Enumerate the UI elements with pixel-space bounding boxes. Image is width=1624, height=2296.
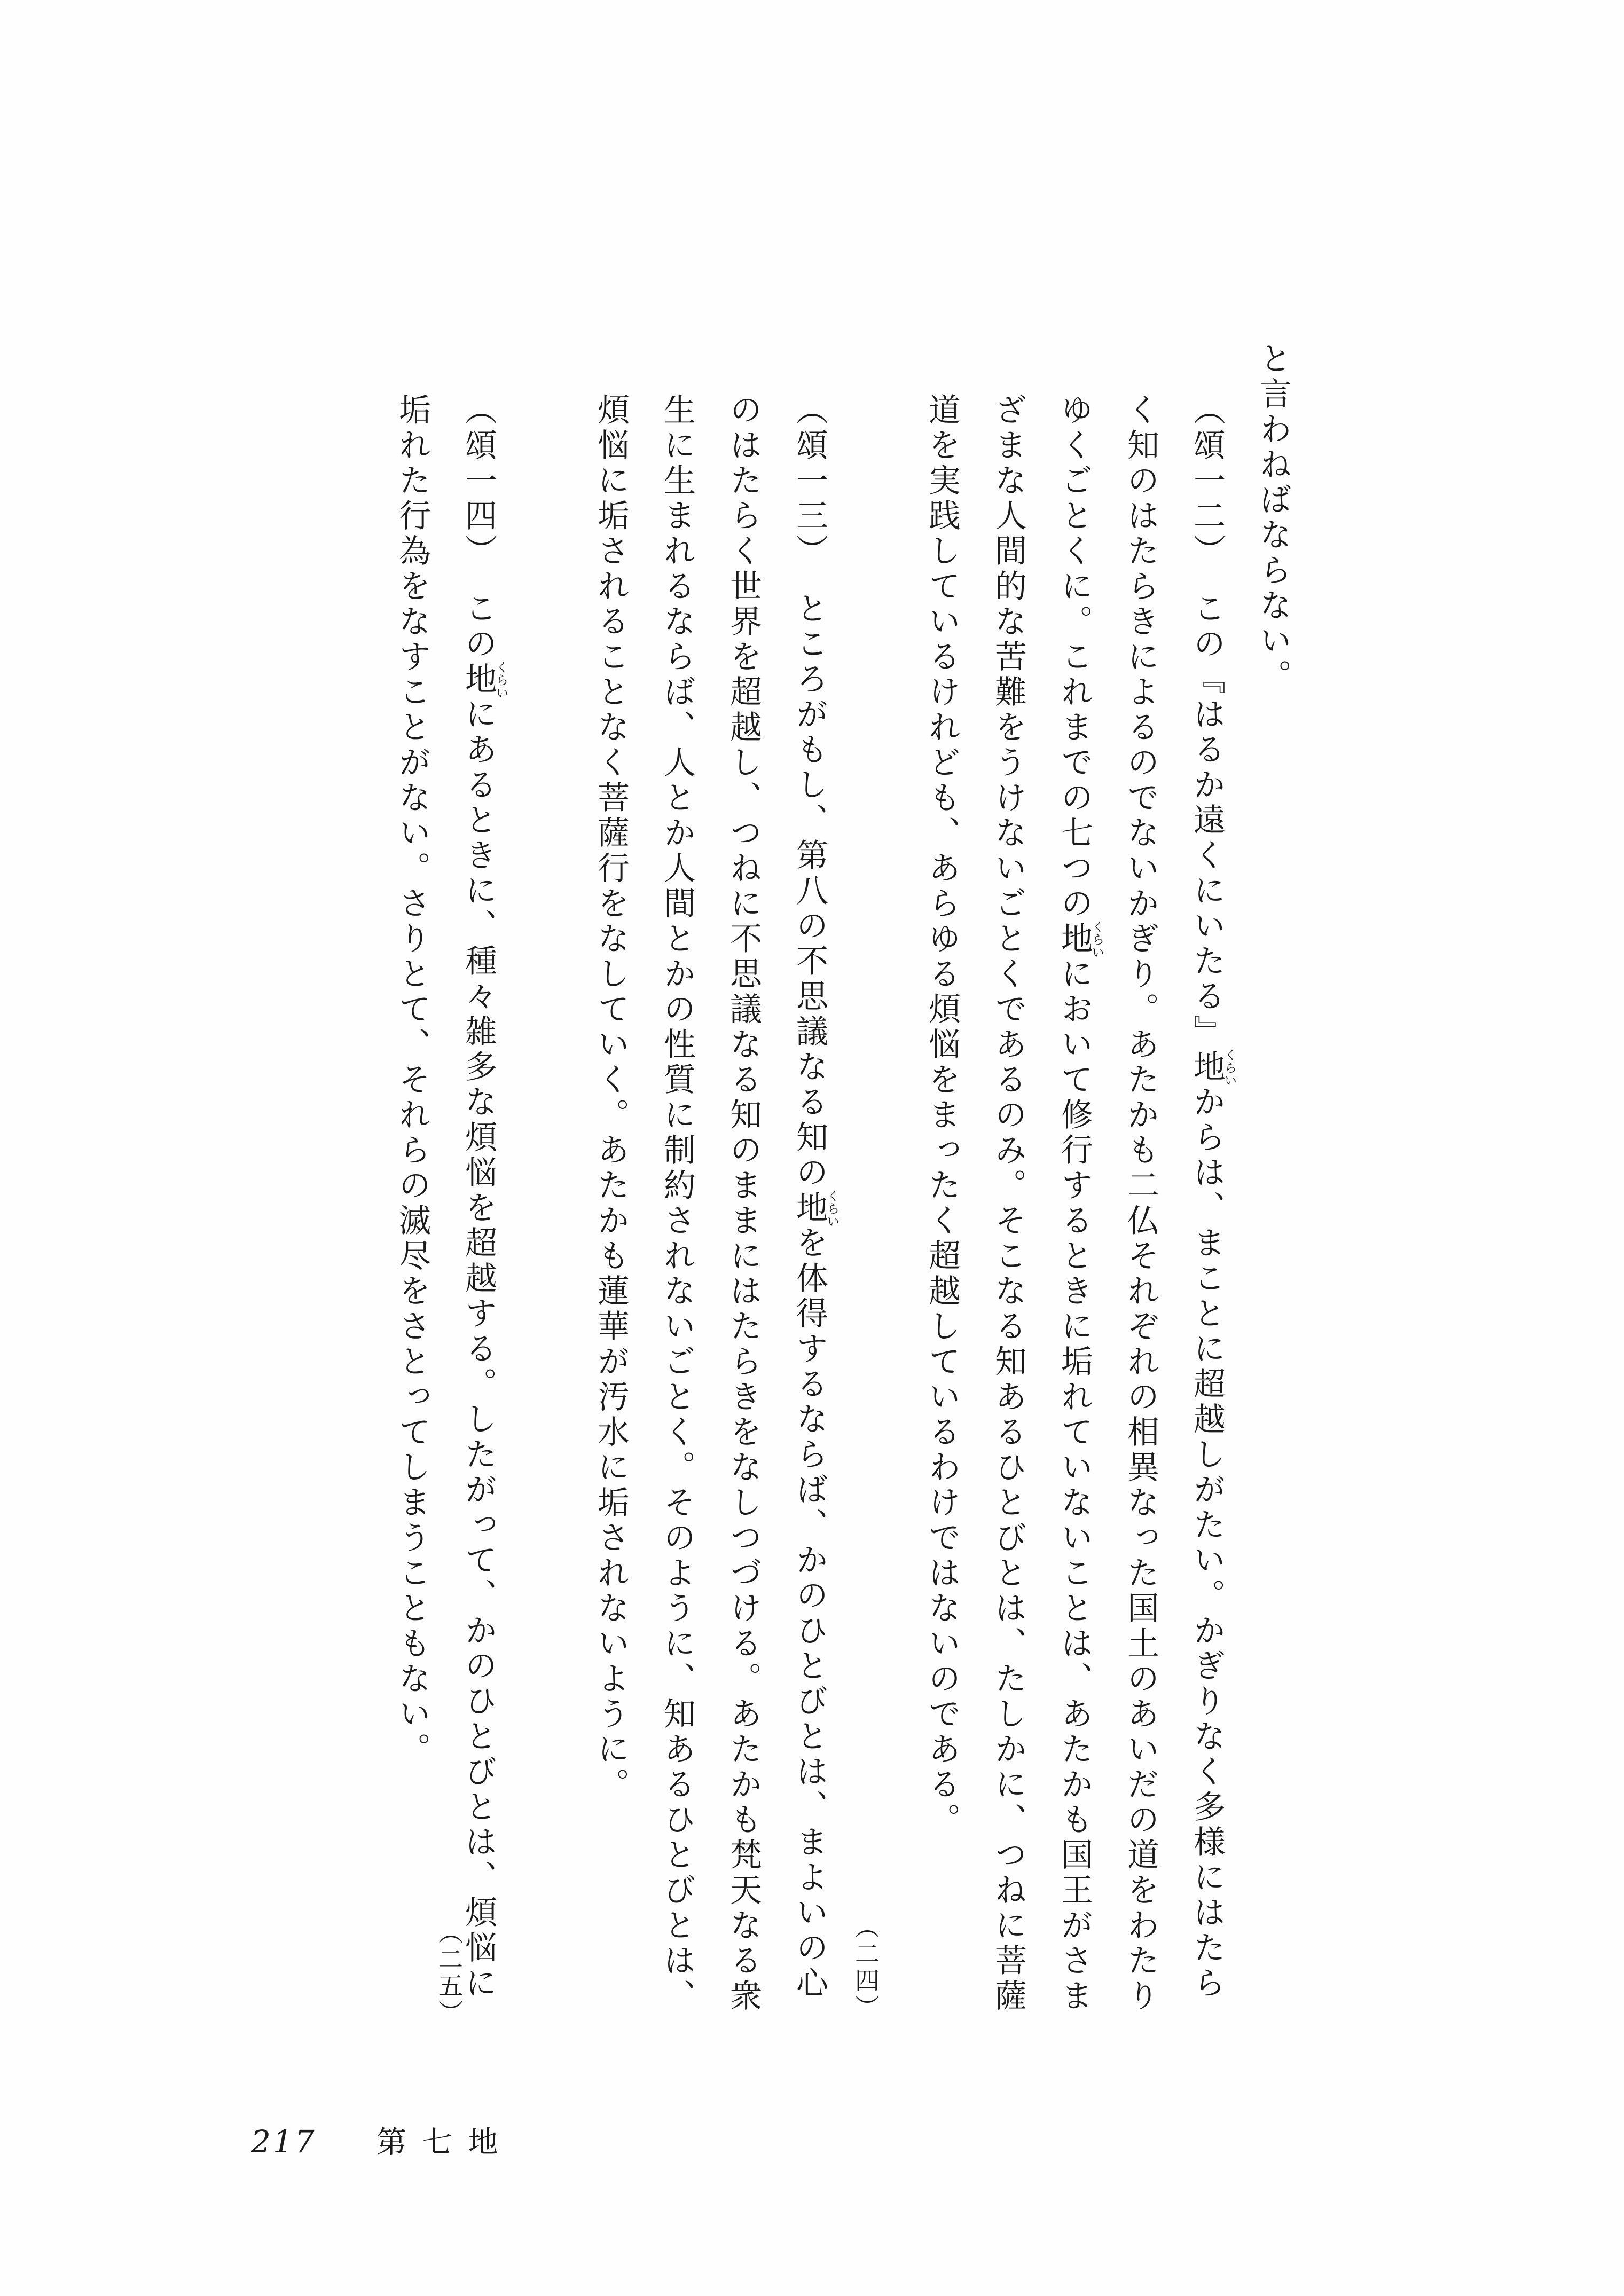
text-block — [174, 342, 1306, 2034]
verse-number-24: （二四） — [851, 1914, 880, 2021]
furigana-word: 地くらい — [1188, 1048, 1237, 1087]
verse-number-25: （二五） — [435, 1920, 464, 2026]
verse-label: （頌一三） — [791, 393, 828, 569]
verse-paragraph: （頌一四）この地くらいにあるときに、種々雑多な煩悩を超越する。したがって、かのひとびとは、煩悩に垢れた行為をなすことがない。さりとて、それらの滅尽をさとってしまうこともない。 — [394, 393, 508, 2001]
prose-paragraph: と言わねばならない。 — [1254, 342, 1292, 694]
furigana-word: 地くらい — [1056, 920, 1104, 958]
furigana-word: 地くらい — [791, 1189, 840, 1228]
verse-paragraph: （頌一二）この『はるか遠くにいたる』地くらいからは、まことに超越しがたい。かぎりなく多様にはたらく知のはたらきによるのでないかぎり。あたかも二仏それぞれの相異なった国土のあいだの道をわたりゆくごとくに。これまでの七つの地くらいにおいて修行するときに垢れていないことは、あたかも国王がさまざまな人間的な苦難をうけないごとくであるのみ。そこなる知あるひとびとは、たしかに、つねに菩薩道を実践しているけれども、あらゆる煩悩をまったく超越しているわけではないのである。 — [923, 393, 1237, 2014]
verse-label: （頌一二） — [1188, 393, 1226, 569]
page-footer — [251, 2119, 514, 2161]
verse-label: （頌一四） — [460, 393, 497, 569]
page-number: 217 — [251, 2124, 317, 2160]
furigana-word: 地くらい — [460, 661, 508, 699]
chapter-title: 第七地 — [376, 2125, 514, 2160]
verse-paragraph: （頌一三）ところがもし、第八の不思議なる知の地くらいを体得するならば、かのひとびとは、まよいの心のはたらく世界を超越し、つねに不思議なる知のままにはたらきをなしつづける。あたかも梵天なる衆生に生まれるならば、人とか人間とかの性質に制約されないごとく。そのように、知あるひとびとは、煩悩に垢されることなく菩薩行をなしていく。あたかも蓮華が汚水に垢されないように。 — [592, 393, 840, 2014]
